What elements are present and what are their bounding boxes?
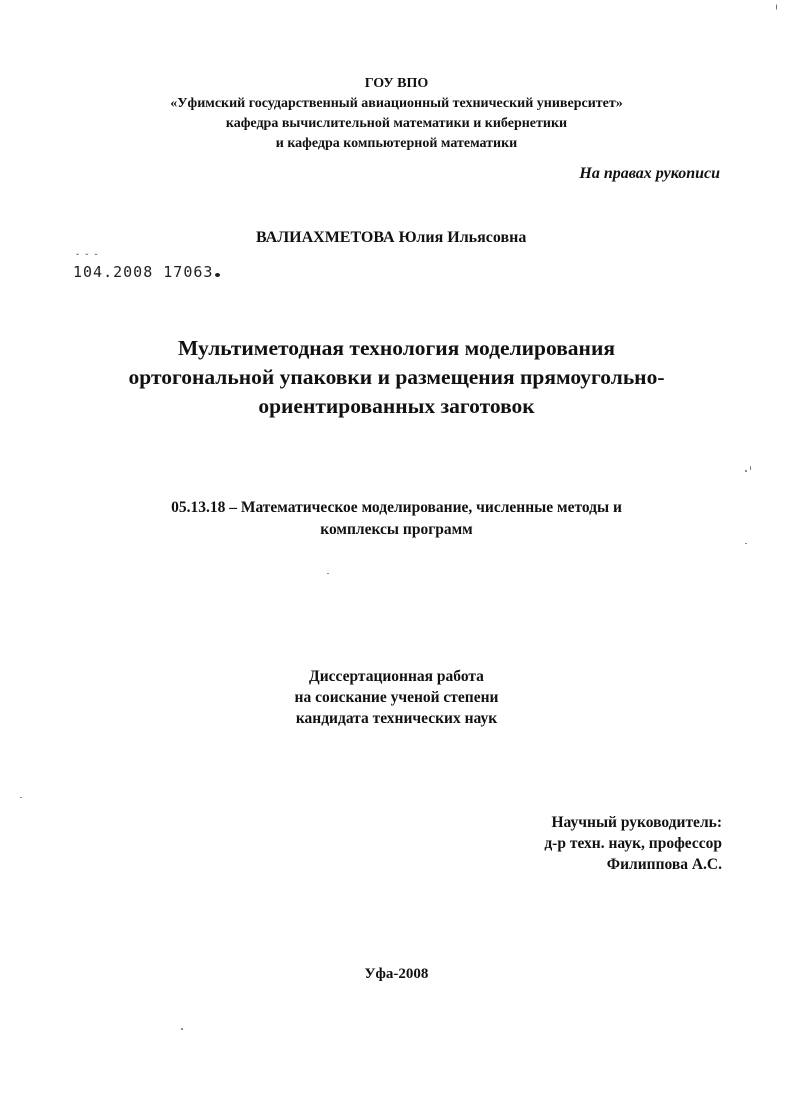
specialty xyxy=(0,497,793,541)
title-line-3: ориентированных заготовок xyxy=(258,394,535,418)
thesis-line-2: на соискание ученой степени xyxy=(294,689,499,706)
scientific-advisor xyxy=(544,812,722,875)
catalog-number: 104.2008 17063 xyxy=(73,263,214,281)
scan-speck xyxy=(20,797,22,798)
city-year: Уфа-2008 xyxy=(364,966,429,982)
thesis-line-1: Диссертационная работа xyxy=(309,668,484,685)
thesis-line-3: кандидата технических наук xyxy=(295,710,498,727)
advisor-label: Научный руководитель: xyxy=(551,814,722,831)
advisor-degree: д-р техн. наук, профессор xyxy=(544,835,722,852)
scan-speck xyxy=(745,470,747,472)
scan-speck xyxy=(776,4,777,10)
specialty-line-2: комплексы программ xyxy=(320,521,473,538)
author-name: ВАЛИАХМЕТОВА Юлия Ильясовна xyxy=(256,229,527,246)
title-line-1: Мультиметодная технология моделирования xyxy=(178,336,615,360)
catalog-marks-decoration: ˇ ˇ ˇ xyxy=(76,252,100,262)
advisor-name: Филиппова А.С. xyxy=(606,856,722,873)
title-line-2: ортогональной упаковки и размещения прямоугольно- xyxy=(128,365,665,389)
header-line-2: «Уфимский государственный авиационный технический университет» xyxy=(170,96,623,111)
scan-speck xyxy=(745,543,747,544)
manuscript-rights: На правах рукописи xyxy=(579,165,720,182)
scan-speck xyxy=(215,273,220,277)
scan-speck xyxy=(750,466,751,470)
scan-speck xyxy=(327,573,329,574)
specialty-line-1: 05.13.18 – Математическое моделирование, численные методы и xyxy=(171,499,622,516)
header-line-4: и кафедра компьютерной математики xyxy=(275,136,518,151)
dissertation-title xyxy=(0,334,793,421)
institution-header xyxy=(0,74,793,154)
scan-speck xyxy=(181,1028,183,1030)
thesis-type xyxy=(0,666,793,729)
header-line-1: ГОУ ВПО xyxy=(364,76,429,91)
header-line-3: кафедра вычислительной математики и кибернетики xyxy=(225,116,568,131)
